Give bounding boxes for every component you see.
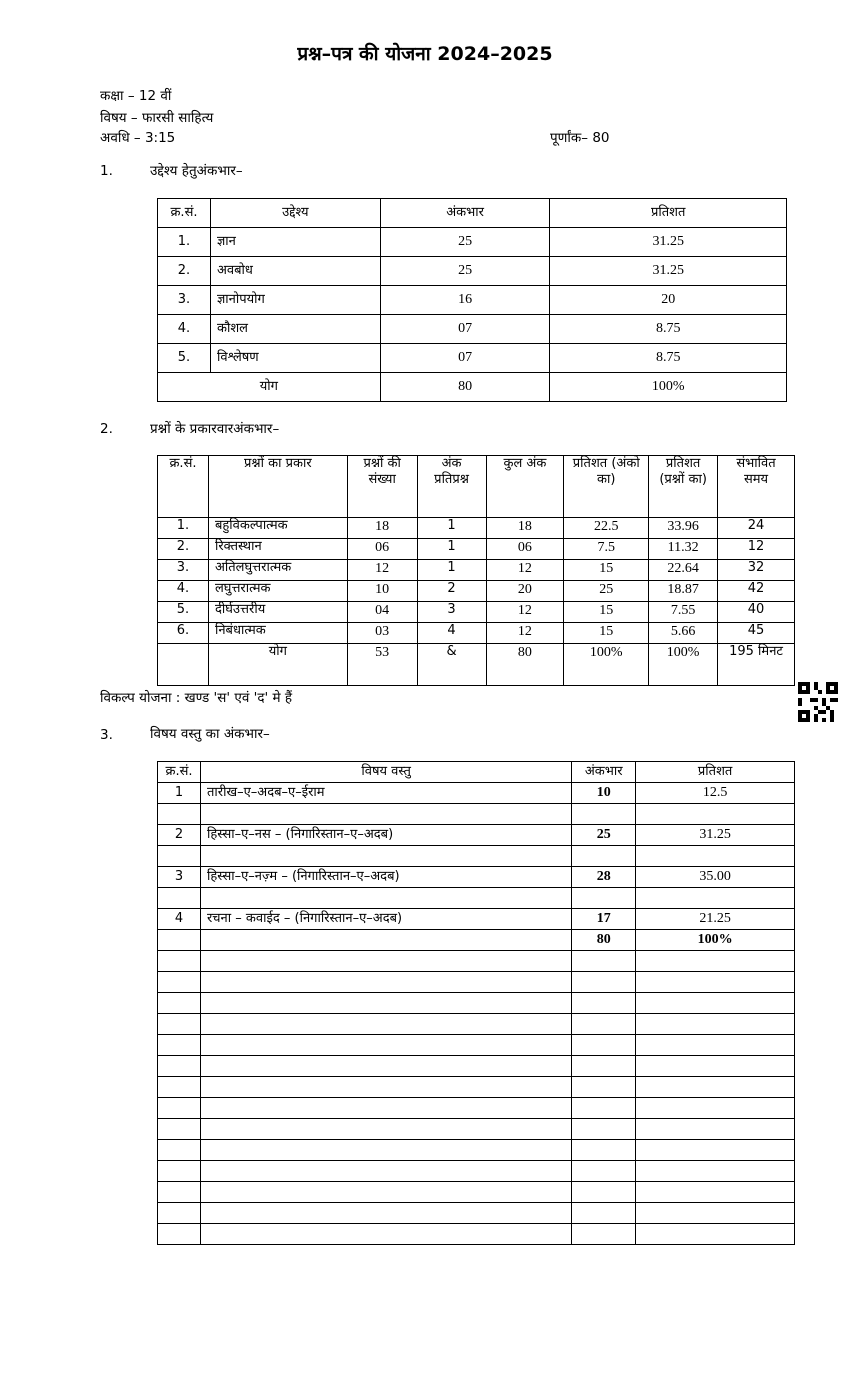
table-cell: 100% [564, 644, 649, 686]
table-cell [200, 888, 571, 909]
table-cell [636, 972, 795, 993]
table-cell: 80 [380, 373, 550, 402]
table-cell: 20 [486, 581, 564, 602]
table-cell [572, 1224, 636, 1245]
table-row [158, 602, 795, 623]
table-cell [572, 972, 636, 993]
table-row [158, 867, 795, 888]
table-cell [200, 1140, 571, 1161]
table-cell: 17 [572, 909, 636, 930]
section2-heading: प्रश्नों के प्रकारवारअंकभार– [150, 421, 280, 437]
table-cell: 4 [158, 909, 201, 930]
table-row [158, 257, 787, 286]
table-cell: 1 [158, 783, 201, 804]
table-header: अंकभार [380, 199, 550, 228]
table-row [158, 993, 795, 1014]
table-cell: 7.5 [564, 539, 649, 560]
table-cell: हिस्सा–ए–नस – (निगारिस्तान–ए–अदब) [200, 825, 571, 846]
table-row [158, 1098, 795, 1119]
table-cell: 100% [649, 644, 718, 686]
table-cell [636, 846, 795, 867]
table-row [158, 804, 795, 825]
table-cell: 40 [718, 602, 795, 623]
table-cell: 3. [158, 560, 209, 581]
section1-number: 1. [100, 163, 113, 179]
table-cell: 16 [380, 286, 550, 315]
table-row [158, 315, 787, 344]
table-cell: 20 [550, 286, 787, 315]
table-cell: तारीख–ए–अदब–ए–ईराम [200, 783, 571, 804]
table-cell: 100% [550, 373, 787, 402]
table-cell: 31.25 [550, 257, 787, 286]
table-cell [200, 804, 571, 825]
table-cell: 11.32 [649, 539, 718, 560]
table-cell [572, 846, 636, 867]
table-cell: 3. [158, 286, 211, 315]
table-header: प्रश्नों का प्रकार [208, 456, 347, 518]
table-cell [636, 993, 795, 1014]
table-header: क्र.सं. [158, 456, 209, 518]
table-cell [158, 1224, 201, 1245]
table-cell [572, 804, 636, 825]
section2-number: 2. [100, 421, 113, 437]
table-cell [572, 1098, 636, 1119]
table-cell [200, 1182, 571, 1203]
table-header: अंक प्रतिप्रश्न [417, 456, 486, 518]
table-header: प्रतिशत (प्रश्नों का) [649, 456, 718, 518]
table-cell: 12 [486, 602, 564, 623]
table-cell: 53 [347, 644, 417, 686]
table-cell: ज्ञान [210, 228, 380, 257]
section1-heading: उद्देश्य हेतुअंकभार– [150, 163, 243, 179]
table-cell [636, 1161, 795, 1182]
table-cell [158, 644, 209, 686]
table-cell: 1 [417, 518, 486, 539]
table-row [158, 1161, 795, 1182]
table-cell: 8.75 [550, 315, 787, 344]
table-cell: 33.96 [649, 518, 718, 539]
duration-label: अवधि – 3:15 [100, 130, 176, 146]
table-cell: 12 [486, 560, 564, 581]
table-cell [572, 1182, 636, 1203]
table-row [158, 888, 795, 909]
table-row [158, 1224, 795, 1245]
table-cell: कौशल [210, 315, 380, 344]
table-cell: 1 [417, 539, 486, 560]
table-cell: 12.5 [636, 783, 795, 804]
table-cell [158, 1203, 201, 1224]
table-row [158, 286, 787, 315]
table-cell [200, 1203, 571, 1224]
table-cell: 06 [347, 539, 417, 560]
table-cell [572, 1119, 636, 1140]
table-cell: 28 [572, 867, 636, 888]
table-cell: 3 [417, 602, 486, 623]
table-row [158, 518, 795, 539]
table-cell [200, 1224, 571, 1245]
table-cell [200, 930, 571, 951]
table-cell: 31.25 [550, 228, 787, 257]
table-cell: 1 [417, 560, 486, 581]
table-row [158, 1014, 795, 1035]
table-cell [636, 1119, 795, 1140]
table-cell [200, 1161, 571, 1182]
table-row [158, 539, 795, 560]
table-cell: 10 [347, 581, 417, 602]
table-row [158, 581, 795, 602]
table-cell [200, 993, 571, 1014]
table-cell: 80 [572, 930, 636, 951]
table-cell: 42 [718, 581, 795, 602]
table-cell: 18 [486, 518, 564, 539]
table-cell: 15 [564, 560, 649, 581]
table-cell [158, 1182, 201, 1203]
table-cell [158, 993, 201, 1014]
table-cell: 31.25 [636, 825, 795, 846]
table-cell: 5. [158, 344, 211, 373]
table-cell [200, 1098, 571, 1119]
table-cell: 4. [158, 315, 211, 344]
table-cell: 4 [417, 623, 486, 644]
table-cell [200, 1077, 571, 1098]
table-cell [636, 888, 795, 909]
table-cell [200, 972, 571, 993]
table-cell: 1. [158, 228, 211, 257]
table-cell: 25 [380, 228, 550, 257]
table-cell: बहुविकल्पात्मक [208, 518, 347, 539]
table-cell: रचना – कवाईद – (निगारिस्तान–ए–अदब) [200, 909, 571, 930]
table-cell [158, 1140, 201, 1161]
table-cell [572, 993, 636, 1014]
table-cell [572, 1140, 636, 1161]
table-header: कुल अंक [486, 456, 564, 518]
table-cell: & [417, 644, 486, 686]
table-cell [636, 1140, 795, 1161]
total-marks-label: पूर्णांक– 80 [550, 130, 610, 146]
table-cell: 22.5 [564, 518, 649, 539]
table-cell: 15 [564, 602, 649, 623]
table-row [158, 930, 795, 951]
table-row [158, 228, 787, 257]
table-cell: 07 [380, 315, 550, 344]
table-cell [158, 1035, 201, 1056]
table-header: विषय वस्तु [200, 762, 571, 783]
table-cell: अतिलघुत्तरात्मक [208, 560, 347, 581]
table-cell: 25 [572, 825, 636, 846]
table-row [158, 560, 795, 581]
table-cell [158, 804, 201, 825]
table-cell: लघुत्तरात्मक [208, 581, 347, 602]
table-header-row [158, 456, 795, 518]
table-cell: 1. [158, 518, 209, 539]
table-cell [636, 1203, 795, 1224]
total-label: योग [158, 373, 381, 402]
table-cell [572, 951, 636, 972]
table-cell: विश्लेषण [210, 344, 380, 373]
table-row [158, 344, 787, 373]
class-label: कक्षा – 12 वीं [100, 88, 172, 104]
table-cell: 2 [417, 581, 486, 602]
table-cell [200, 951, 571, 972]
table-cell [158, 1161, 201, 1182]
table-row [158, 972, 795, 993]
table-header: अंकभार [572, 762, 636, 783]
table-cell [158, 972, 201, 993]
table-cell: 45 [718, 623, 795, 644]
table-cell: 03 [347, 623, 417, 644]
table-cell [200, 846, 571, 867]
table-cell [636, 1077, 795, 1098]
page-title: प्रश्न–पत्र की योजना 2024–2025 [297, 43, 553, 65]
table-cell: दीर्घउत्तरीय [208, 602, 347, 623]
table-cell [572, 1077, 636, 1098]
section3-heading: विषय वस्तु का अंकभार– [150, 726, 270, 742]
table-cell: 2. [158, 539, 209, 560]
table-row [158, 825, 795, 846]
table-row [158, 1119, 795, 1140]
table-cell: 7.55 [649, 602, 718, 623]
table-row [158, 1182, 795, 1203]
table-header: प्रतिशत [550, 199, 787, 228]
table-cell: 4. [158, 581, 209, 602]
objectives-table [157, 198, 787, 402]
table-cell [200, 1014, 571, 1035]
total-row [158, 644, 795, 686]
table-cell: 2 [158, 825, 201, 846]
table-cell: 5.66 [649, 623, 718, 644]
table-row [158, 1056, 795, 1077]
table-cell [572, 1203, 636, 1224]
table-cell: 12 [718, 539, 795, 560]
table-header: प्रतिशत [636, 762, 795, 783]
table-cell [158, 1014, 201, 1035]
table-cell: 24 [718, 518, 795, 539]
table-cell: 04 [347, 602, 417, 623]
table-cell: 2. [158, 257, 211, 286]
table-cell [572, 1161, 636, 1182]
table-cell: 5. [158, 602, 209, 623]
table-cell [158, 1119, 201, 1140]
table-cell: 07 [380, 344, 550, 373]
table-header: प्रतिशत (अंको का) [564, 456, 649, 518]
table-cell: 18.87 [649, 581, 718, 602]
table-row [158, 1140, 795, 1161]
table-cell: हिस्सा–ए–नज़्म – (निगारिस्तान–ए–अदब) [200, 867, 571, 888]
table-cell: 12 [486, 623, 564, 644]
table-cell: 15 [564, 623, 649, 644]
question-types-table [157, 455, 795, 686]
table-cell: 12 [347, 560, 417, 581]
table-cell: 10 [572, 783, 636, 804]
table-cell: निबंधात्मक [208, 623, 347, 644]
table-cell: 80 [486, 644, 564, 686]
table-row [158, 1035, 795, 1056]
table-cell [572, 1035, 636, 1056]
table-row [158, 1203, 795, 1224]
table-cell: 25 [564, 581, 649, 602]
table-cell: 195 मिनट [718, 644, 795, 686]
table-cell [158, 951, 201, 972]
content-table [157, 761, 795, 1245]
table-row [158, 909, 795, 930]
table-cell [636, 1224, 795, 1245]
table-cell: रिक्तस्थान [208, 539, 347, 560]
table-cell [158, 930, 201, 951]
table-cell [158, 846, 201, 867]
table-header: संभावित समय [718, 456, 795, 518]
table-cell [158, 1098, 201, 1119]
table-row [158, 846, 795, 867]
table-header: क्र.सं. [158, 199, 211, 228]
table-cell: 32 [718, 560, 795, 581]
table-cell: 8.75 [550, 344, 787, 373]
table-header: उद्देश्य [210, 199, 380, 228]
table-cell [158, 888, 201, 909]
table-cell: 100% [636, 930, 795, 951]
table-cell: अवबोध [210, 257, 380, 286]
table-cell: 25 [380, 257, 550, 286]
table-cell: 35.00 [636, 867, 795, 888]
table-row [158, 951, 795, 972]
table-cell [572, 1056, 636, 1077]
table-cell: 18 [347, 518, 417, 539]
table-cell: योग [208, 644, 347, 686]
table-cell [636, 1182, 795, 1203]
table-cell [636, 1098, 795, 1119]
section3-number: 3. [100, 727, 113, 743]
table-cell [158, 1056, 201, 1077]
table-cell [200, 1056, 571, 1077]
table-cell [200, 1119, 571, 1140]
table-cell: 6. [158, 623, 209, 644]
total-row [158, 373, 787, 402]
table-cell [158, 1077, 201, 1098]
table-cell: ज्ञानोपयोग [210, 286, 380, 315]
table-cell [636, 951, 795, 972]
table-cell: 06 [486, 539, 564, 560]
table-cell [636, 804, 795, 825]
table-cell [636, 1035, 795, 1056]
table-row [158, 1077, 795, 1098]
subject-label: विषय – फारसी साहित्य [100, 110, 214, 126]
table-cell: 22.64 [649, 560, 718, 581]
table-cell [636, 1056, 795, 1077]
table-cell: 3 [158, 867, 201, 888]
table-header: क्र.सं. [158, 762, 201, 783]
table-cell: 21.25 [636, 909, 795, 930]
table-header: प्रश्नों की संख्या [347, 456, 417, 518]
table-cell [636, 1014, 795, 1035]
table-cell [572, 1014, 636, 1035]
table-cell [200, 1035, 571, 1056]
table-row [158, 783, 795, 804]
table-row [158, 623, 795, 644]
option-scheme-note: विकल्प योजना : खण्ड 'स' एवं 'द' मे हैं [100, 690, 293, 706]
qr-code-icon [798, 682, 838, 722]
table-cell [572, 888, 636, 909]
